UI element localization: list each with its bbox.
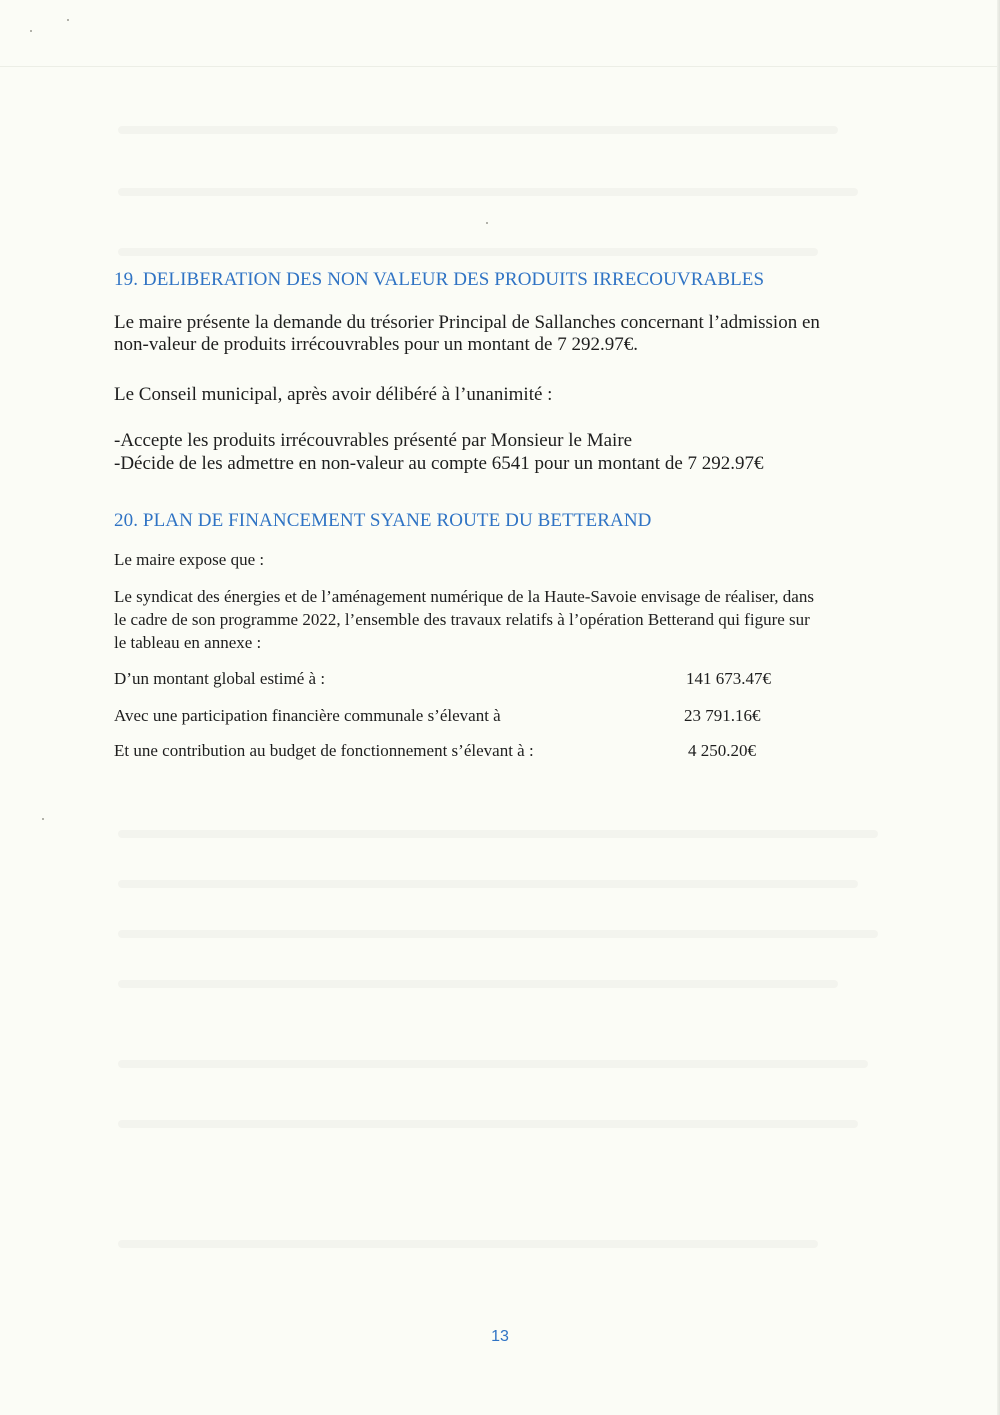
scan-border-line <box>0 66 1000 67</box>
section-19-intro-line-2: non-valeur de produits irrécouvrables pour un montant de 7 292.97€. <box>114 334 638 355</box>
section-20-body-line-1: Le syndicat des énergies et de l’aménagement numérique de la Haute-Savoie envisage de réaliser, dans <box>114 587 814 606</box>
section-20-body-line-2: le cadre de son programme 2022, l’ensemble des travaux relatifs à l’opération Betterand qui figure sur <box>114 610 810 629</box>
section-19-council-statement: Le Conseil municipal, après avoir délibéré à l’unanimité : <box>114 384 553 405</box>
bleed-through-line <box>118 188 858 196</box>
bleed-through-line <box>118 1060 868 1068</box>
scan-speck <box>42 818 44 820</box>
scan-speck <box>30 30 32 32</box>
bleed-through-line <box>118 126 838 134</box>
bleed-through-line <box>118 1240 818 1248</box>
section-19-decision-2: -Décide de les admettre en non-valeur au compte 6541 pour un montant de 7 292.97€ <box>114 453 764 474</box>
scan-speck <box>486 222 488 224</box>
financing-row-label: Avec une participation financière communale s’élevant à <box>114 706 501 725</box>
section-20-expose: Le maire expose que : <box>114 550 265 569</box>
section-19-heading: 19. DELIBERATION DES NON VALEUR DES PRODUITS IRRECOUVRABLES <box>114 269 765 290</box>
financing-row-label: Et une contribution au budget de fonctionnement s’élevant à : <box>114 741 534 760</box>
section-19-decision-1: -Accepte les produits irrécouvrables présenté par Monsieur le Maire <box>114 430 633 451</box>
financing-row-amount: 23 791.16€ <box>684 706 761 725</box>
financing-row-label: D’un montant global estimé à : <box>114 669 326 688</box>
page-number: 13 <box>491 1328 509 1345</box>
financing-row <box>114 667 794 691</box>
section-20-body-line-3: le tableau en annexe : <box>114 633 262 652</box>
financing-row-amount: 4 250.20€ <box>688 741 756 760</box>
bleed-through-line <box>118 1120 858 1128</box>
financing-row-amount: 141 673.47€ <box>686 669 771 688</box>
bleed-through-line <box>118 930 878 938</box>
financing-row <box>114 739 794 763</box>
scan-speck <box>67 19 69 21</box>
financing-row <box>114 704 794 728</box>
bleed-through-line <box>118 248 818 256</box>
section-19-intro-line-1: Le maire présente la demande du trésorier Principal de Sallanches concernant l’admission en <box>114 312 820 333</box>
bleed-through-line <box>118 980 838 988</box>
bleed-through-line <box>118 880 858 888</box>
bleed-through-line <box>118 830 878 838</box>
section-20-heading: 20. PLAN DE FINANCEMENT SYANE ROUTE DU BETTERAND <box>114 510 652 531</box>
